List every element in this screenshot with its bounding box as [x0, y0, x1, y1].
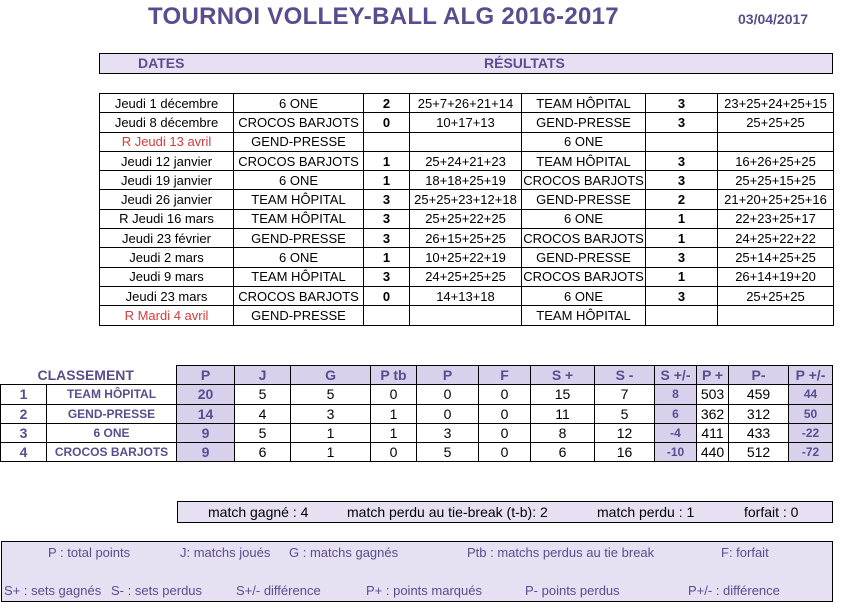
match-row: [100, 171, 834, 190]
results-header: [99, 53, 833, 74]
points-legend: [177, 501, 833, 523]
column-header: P: [417, 366, 479, 385]
home-team: GEND-PRESSE: [234, 306, 364, 325]
legend-tiebreak: match perdu au tie-break (t-b): 2: [347, 504, 548, 520]
away-sets: 25+14+25+25: [718, 248, 834, 267]
stat-value: 9: [177, 443, 235, 462]
home-team: TEAM HÔPITAL: [234, 209, 364, 228]
away-team: 6 ONE: [522, 209, 646, 228]
stat-value: 3: [417, 423, 479, 442]
stat-value: 3: [291, 404, 371, 423]
home-score: [364, 306, 410, 325]
key-j: J: matchs joués: [180, 545, 271, 560]
match-row: [100, 94, 834, 113]
column-header: S -: [595, 366, 655, 385]
key-p-plus: P+ : points marqués: [366, 583, 482, 598]
away-sets: 22+23+25+17: [718, 209, 834, 228]
column-header: P tb: [371, 366, 417, 385]
match-row: [100, 286, 834, 305]
home-sets: 18+18+25+19: [410, 171, 522, 190]
match-row: [100, 113, 834, 132]
stat-value: 6: [655, 404, 697, 423]
stat-value: 0: [371, 385, 417, 404]
page-title: TOURNOI VOLLEY-BALL ALG 2016-2017: [148, 3, 619, 30]
match-row: [100, 209, 834, 228]
away-score: 1: [646, 229, 718, 248]
away-score: [646, 306, 718, 325]
away-sets: 21+20+25+25+16: [718, 190, 834, 209]
team-name: TEAM HÔPITAL: [47, 385, 177, 404]
column-header: J: [235, 366, 291, 385]
stat-value: 14: [177, 404, 235, 423]
stat-value: 1: [291, 443, 371, 462]
away-team: GEND-PRESSE: [522, 190, 646, 209]
key-g: G : matchs gagnés: [289, 545, 399, 560]
stat-value: 1: [371, 423, 417, 442]
standings-header-row: [1, 366, 833, 385]
team-name: GEND-PRESSE: [47, 404, 177, 423]
away-sets: [718, 132, 834, 151]
home-sets: 10+17+13: [410, 113, 522, 132]
home-sets: 24+25+25+25: [410, 267, 522, 286]
home-team: CROCOS BARJOTS: [234, 151, 364, 170]
stat-value: 0: [417, 385, 479, 404]
results-table: [99, 93, 834, 326]
match-date: Jeudi 9 mars: [100, 267, 234, 286]
away-score: 3: [646, 151, 718, 170]
away-score: 3: [646, 171, 718, 190]
away-sets: 16+26+25+25: [718, 151, 834, 170]
match-row: [100, 190, 834, 209]
legend-forfeit: forfait : 0: [744, 504, 799, 520]
home-score: 3: [364, 209, 410, 228]
match-row: [100, 151, 834, 170]
match-row: [100, 229, 834, 248]
stat-value: 4: [235, 404, 291, 423]
away-sets: 25+25+25: [718, 286, 834, 305]
away-score: [646, 132, 718, 151]
away-team: CROCOS BARJOTS: [522, 229, 646, 248]
legend-loss: match perdu : 1: [597, 504, 695, 520]
key-p: P : total points: [48, 545, 131, 560]
match-date: Jeudi 23 mars: [100, 286, 234, 305]
match-date: R Jeudi 16 mars: [100, 209, 234, 228]
away-team: 6 ONE: [522, 132, 646, 151]
report-date: 03/04/2017: [738, 11, 809, 27]
match-date: Jeudi 1 décembre: [100, 94, 234, 113]
home-sets: [410, 306, 522, 325]
standings-label: CLASSEMENT: [1, 366, 177, 385]
stat-value: 8: [655, 385, 697, 404]
home-score: 1: [364, 171, 410, 190]
standings-row: [1, 404, 833, 423]
away-score: 3: [646, 286, 718, 305]
key-s-minus: S- : sets perdus: [111, 583, 203, 598]
column-header: S +: [531, 366, 595, 385]
home-team: GEND-PRESSE: [234, 229, 364, 248]
stat-value: 362: [697, 404, 729, 423]
home-team: GEND-PRESSE: [234, 132, 364, 151]
column-header: G: [291, 366, 371, 385]
home-score: 1: [364, 151, 410, 170]
key-p-minus: P- points perdus: [525, 583, 620, 598]
home-score: 0: [364, 286, 410, 305]
away-score: 1: [646, 209, 718, 228]
stat-value: -22: [789, 423, 833, 442]
column-header: P-: [729, 366, 789, 385]
home-team: TEAM HÔPITAL: [234, 190, 364, 209]
home-sets: 25+24+21+23: [410, 151, 522, 170]
stat-value: 6: [235, 443, 291, 462]
key-s-plus: S+ : sets gagnés: [4, 583, 102, 598]
legend-win: match gagné : 4: [208, 504, 309, 520]
stat-value: 0: [417, 404, 479, 423]
away-team: GEND-PRESSE: [522, 248, 646, 267]
standings-table: [0, 365, 833, 462]
key-f: F: forfait: [721, 545, 769, 560]
header-resultats: RÉSULTATS: [484, 55, 565, 71]
home-team: 6 ONE: [234, 94, 364, 113]
rank: 4: [1, 443, 47, 462]
away-score: 3: [646, 248, 718, 267]
standings-row: [1, 385, 833, 404]
column-header: P: [177, 366, 235, 385]
away-team: TEAM HÔPITAL: [522, 151, 646, 170]
rank: 3: [1, 423, 47, 442]
home-score: 0: [364, 113, 410, 132]
stat-value: 0: [479, 443, 531, 462]
away-sets: 25+25+15+25: [718, 171, 834, 190]
home-team: CROCOS BARJOTS: [234, 113, 364, 132]
away-team: CROCOS BARJOTS: [522, 171, 646, 190]
stat-value: 440: [697, 443, 729, 462]
stat-value: 503: [697, 385, 729, 404]
away-team: CROCOS BARJOTS: [522, 267, 646, 286]
match-row: [100, 306, 834, 325]
stat-value: 0: [479, 423, 531, 442]
away-sets: [718, 306, 834, 325]
match-date: Jeudi 23 février: [100, 229, 234, 248]
match-row: [100, 267, 834, 286]
home-score: 3: [364, 190, 410, 209]
home-team: TEAM HÔPITAL: [234, 267, 364, 286]
away-score: 3: [646, 113, 718, 132]
stat-value: 6: [531, 443, 595, 462]
home-team: 6 ONE: [234, 248, 364, 267]
stat-value: 15: [531, 385, 595, 404]
column-header: S +/-: [655, 366, 697, 385]
away-sets: 25+25+25: [718, 113, 834, 132]
match-row: [100, 132, 834, 151]
stat-value: 5: [595, 404, 655, 423]
home-score: [364, 132, 410, 151]
stat-value: -72: [789, 443, 833, 462]
standings-row: [1, 423, 833, 442]
home-score: 1: [364, 248, 410, 267]
stat-value: 411: [697, 423, 729, 442]
stat-value: 512: [729, 443, 789, 462]
home-sets: 14+13+18: [410, 286, 522, 305]
stat-value: 5: [291, 385, 371, 404]
away-score: 3: [646, 94, 718, 113]
stat-value: 0: [479, 385, 531, 404]
stat-value: 20: [177, 385, 235, 404]
stat-value: 459: [729, 385, 789, 404]
home-team: 6 ONE: [234, 171, 364, 190]
stat-value: 9: [177, 423, 235, 442]
key-s-diff: S+/- différence: [236, 583, 321, 598]
away-sets: 24+25+22+22: [718, 229, 834, 248]
stat-value: 12: [595, 423, 655, 442]
home-score: 3: [364, 229, 410, 248]
stat-value: 5: [235, 385, 291, 404]
stat-value: 433: [729, 423, 789, 442]
stat-value: 16: [595, 443, 655, 462]
stat-value: 7: [595, 385, 655, 404]
stat-value: -10: [655, 443, 697, 462]
home-sets: [410, 132, 522, 151]
stat-value: 1: [291, 423, 371, 442]
abbreviations-key: [1, 541, 833, 602]
standings-row: [1, 443, 833, 462]
home-sets: 25+25+22+25: [410, 209, 522, 228]
column-header: P +/-: [789, 366, 833, 385]
key-p-diff: P+/- : différence: [688, 583, 780, 598]
match-date: R Mardi 4 avril: [100, 306, 234, 325]
stat-value: 0: [371, 443, 417, 462]
away-score: 1: [646, 267, 718, 286]
away-team: 6 ONE: [522, 286, 646, 305]
stat-value: 8: [531, 423, 595, 442]
match-date: Jeudi 26 janvier: [100, 190, 234, 209]
match-date: R Jeudi 13 avril: [100, 132, 234, 151]
stat-value: 312: [729, 404, 789, 423]
home-sets: 25+25+23+12+18: [410, 190, 522, 209]
stat-value: 0: [479, 404, 531, 423]
away-score: 2: [646, 190, 718, 209]
away-team: GEND-PRESSE: [522, 113, 646, 132]
match-date: Jeudi 2 mars: [100, 248, 234, 267]
home-score: 3: [364, 267, 410, 286]
home-score: 2: [364, 94, 410, 113]
away-sets: 26+14+19+20: [718, 267, 834, 286]
team-name: 6 ONE: [47, 423, 177, 442]
stat-value: 1: [371, 404, 417, 423]
rank: 2: [1, 404, 47, 423]
match-date: Jeudi 12 janvier: [100, 151, 234, 170]
home-sets: 25+7+26+21+14: [410, 94, 522, 113]
away-sets: 23+25+24+25+15: [718, 94, 834, 113]
stat-value: 5: [235, 423, 291, 442]
rank: 1: [1, 385, 47, 404]
stat-value: 11: [531, 404, 595, 423]
match-date: Jeudi 8 décembre: [100, 113, 234, 132]
home-team: CROCOS BARJOTS: [234, 286, 364, 305]
column-header: F: [479, 366, 531, 385]
away-team: TEAM HÔPITAL: [522, 306, 646, 325]
header-dates: DATES: [138, 55, 185, 71]
team-name: CROCOS BARJOTS: [47, 443, 177, 462]
stat-value: 5: [417, 443, 479, 462]
home-sets: 26+15+25+25: [410, 229, 522, 248]
key-ptb: Ptb : matchs perdus au tie break: [467, 545, 655, 560]
match-date: Jeudi 19 janvier: [100, 171, 234, 190]
stat-value: 44: [789, 385, 833, 404]
home-sets: 10+25+22+19: [410, 248, 522, 267]
column-header: P +: [697, 366, 729, 385]
away-team: TEAM HÔPITAL: [522, 94, 646, 113]
stat-value: 50: [789, 404, 833, 423]
match-row: [100, 248, 834, 267]
stat-value: -4: [655, 423, 697, 442]
